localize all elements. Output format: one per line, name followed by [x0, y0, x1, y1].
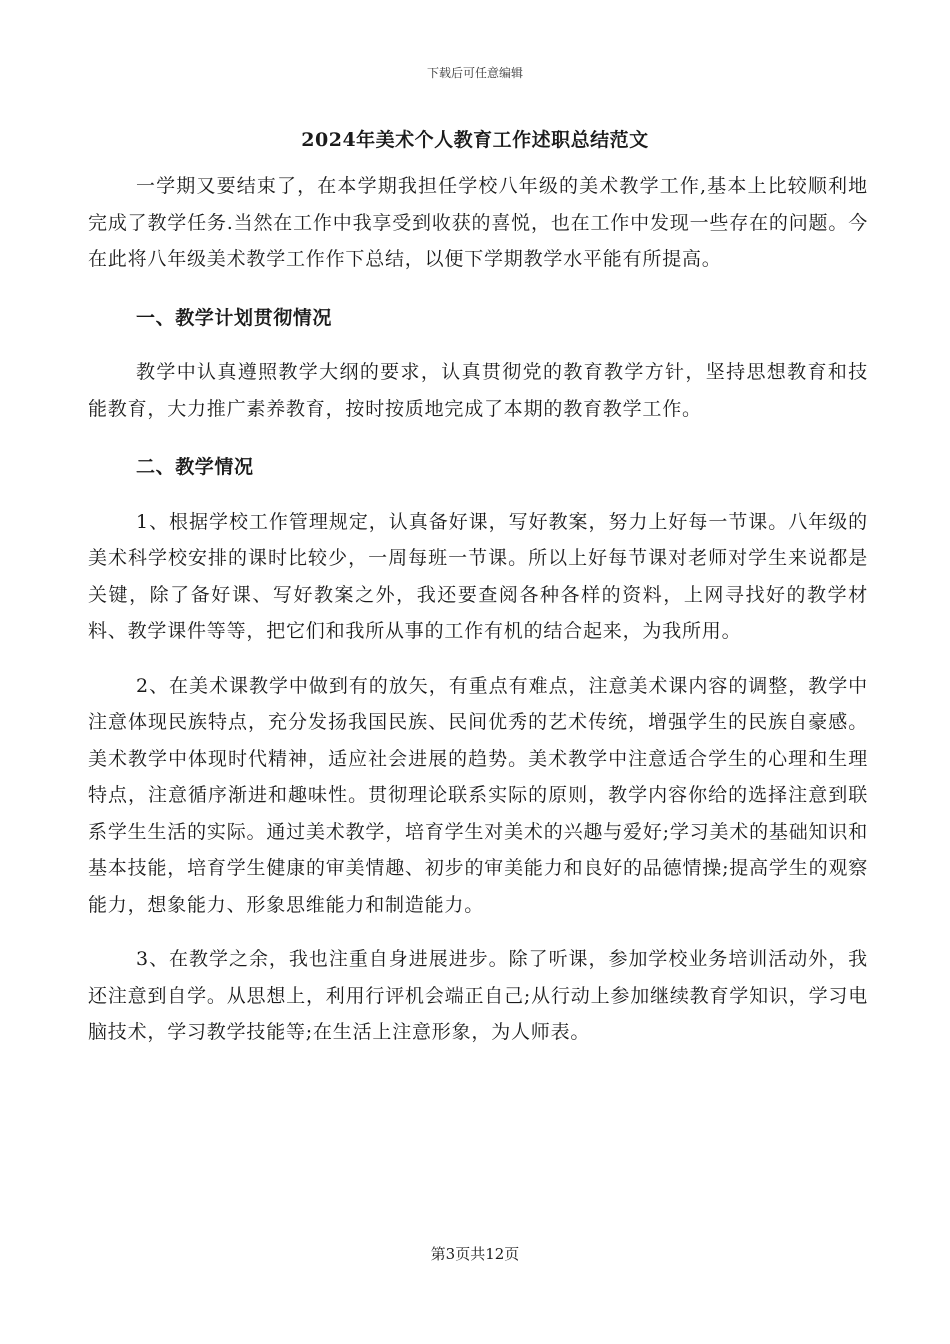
spacer — [88, 336, 868, 354]
item3-paragraph: 3、在教学之余，我也注重自身进展进步。除了听课，参加学校业务培训活动外，我还注意到自学。从思想上，利用行评机会端正自己;从行动上参加继续教育学知识，学习电脑技术，学习教学技能等;在生活上注意形象，为人师表。 — [88, 948, 868, 1043]
intro-paragraph: 一学期又要结束了，在本学期我担任学校八年级的美术教学工作,基本上比较顺利地完成了教学任务.当然在工作中我享受到收获的喜悦，也在工作中发现一些存在的问题。今在此将八年级美术教学工作作下总结，以便下学期教学水平能有所提高。 — [88, 175, 868, 270]
section-heading-1: 一、教学计划贯彻情况 — [136, 306, 333, 329]
spacer — [88, 650, 868, 668]
spacer — [88, 486, 868, 504]
section1-paragraph: 教学中认真遵照教学大纲的要求，认真贯彻党的教育教学方针，坚持思想教育和技能教育，大力推广素养教育，按时按质地完成了本期的教育教学工作。 — [88, 361, 868, 420]
page-number-footer: 第3页共12页 — [430, 1245, 520, 1263]
item2-paragraph: 2、在美术课教学中做到有的放矢，有重点有难点，注意美术课内容的调整，教学中注意体现民族特点，充分发扬我国民族、民间优秀的艺术传统，增强学生的民族自豪感。美术教学中体现时代精神，适应社会进展的趋势。美术教学中注意适合学生的心理和生理特点，注意循序渐进和趣味性。贯彻理论联系实际的原则，教学内容你给的选择注意到联系学生生活的实际。通过美术教学，培育学生对美术的兴趣与爱好;学习美术的基础知识和基本技能，培育学生健康的审美情趣、初步的审美能力和良好的品德情操;提高学生的观察能力，想象能力、形象思维能力和制造能力。 — [88, 674, 868, 916]
spacer — [88, 278, 868, 300]
spacer — [88, 923, 868, 941]
section-heading-2: 二、教学情况 — [136, 456, 254, 478]
header-note: 下载后可任意编辑 — [426, 66, 523, 80]
spacer — [88, 427, 868, 449]
document-title: 2024年美术个人教育工作述职总结范文 — [301, 129, 649, 151]
document-body — [88, 168, 868, 1051]
item1-paragraph: 1、根据学校工作管理规定，认真备好课，写好教案，努力上好每一节课。八年级的美术科学校安排的课时比较少，一周每班一节课。所以上好每节课对老师对学生来说都是关键，除了备好课、写好教案之外，我还要查阅各种各样的资料，上网寻找好的教学材料、教学课件等等，把它们和我所从事的工作有机的结合起来，为我所用。 — [88, 510, 868, 642]
